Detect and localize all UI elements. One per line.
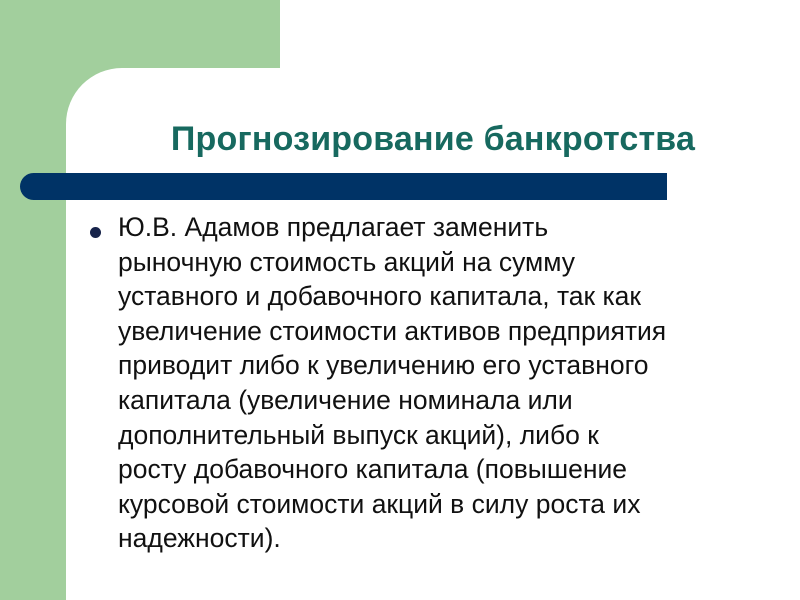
slide-title: Прогнозирование банкротства	[170, 120, 696, 158]
bullet-dot-icon	[90, 227, 101, 238]
bullet-text: Ю.В. Адамов предлагает заменить рыночную стоимость акций на сумму уставного и добавочного капитала, так как увеличение стоимости активов предприятия приводит либо к увеличению его уставного капитала (увеличение номинала или дополнительный выпуск акций), либо к росту добавочного капитала (повышение курсовой стоимости акций в силу роста их надежности).	[118, 212, 667, 554]
title-underline-bar	[20, 173, 667, 200]
